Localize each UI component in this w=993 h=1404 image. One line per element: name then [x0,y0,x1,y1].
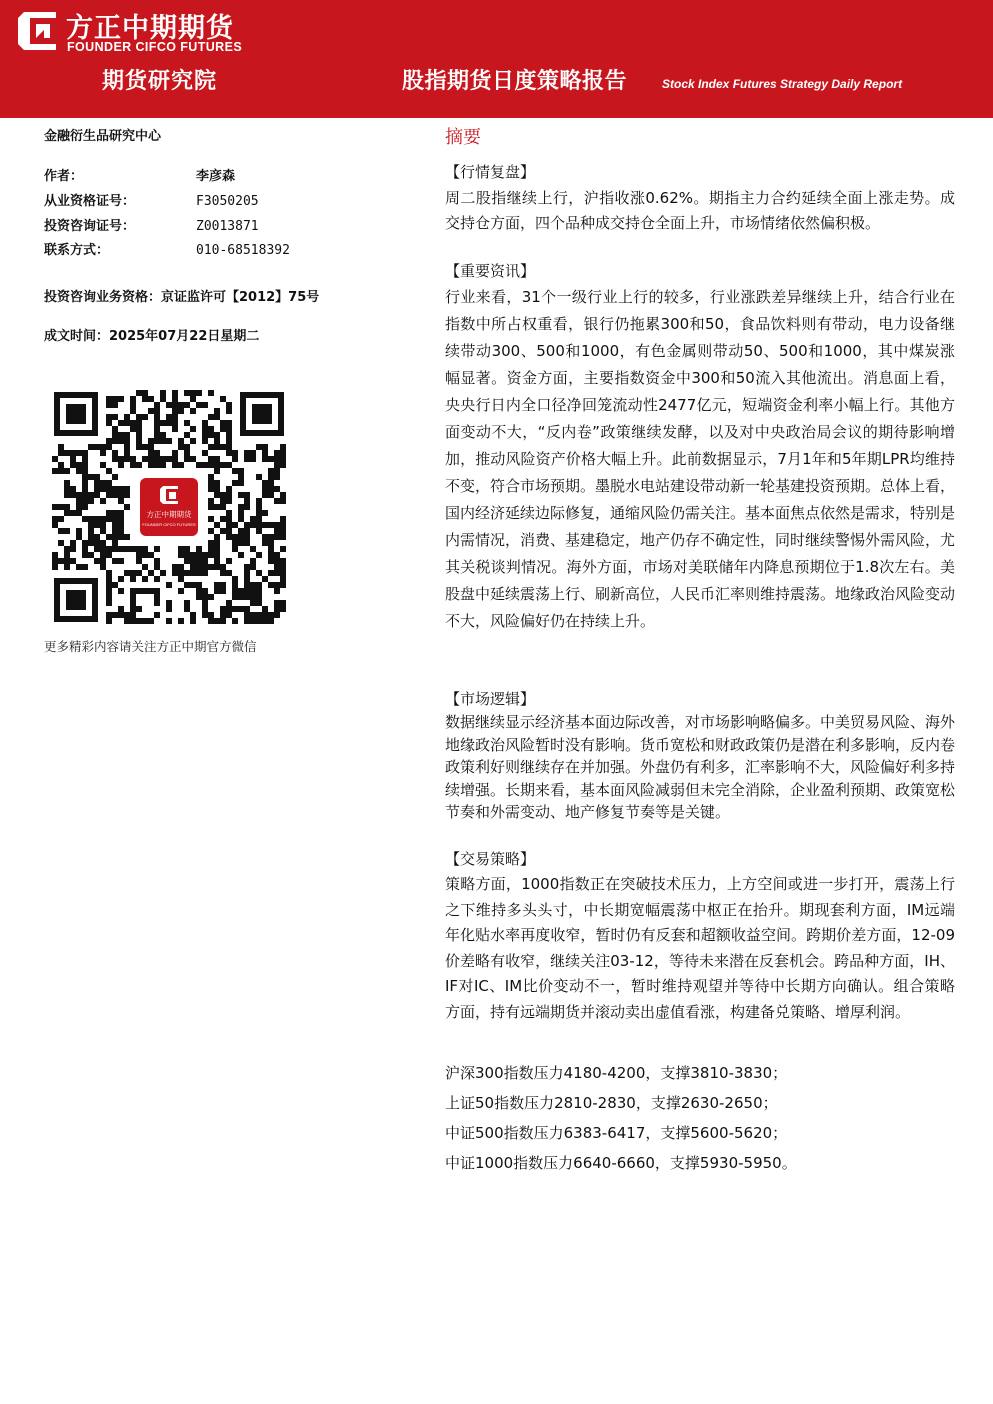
report-title: 股指期货日度策略报告 [402,69,628,94]
contact-row [44,239,290,258]
section-trading-strategy-heading: 【交易策略】 [445,850,536,868]
header-band [0,0,993,118]
section-key-news-heading: 【重要资讯】 [445,262,536,280]
section-market-review-text: 周二股指继续上行，沪指收涨0.62%。期指主力合约延续全面上涨走势。成交持仓方面，四个品种成交持仓全面上升，市场情绪依然偏积极。 [445,189,955,232]
qualification-line: 投资咨询业务资格：京证监许可【2012】75号 [44,290,320,305]
level-zz500: 中证500指数压力6383-6417，支撑5600-5620； [445,1124,788,1142]
level-hs300: 沪深300指数压力4180-4200，支撑3810-3830； [445,1064,788,1082]
report-title-english: Stock Index Futures Strategy Daily Report [662,77,903,91]
founder-logo-icon [14,10,58,52]
report-date: 成文时间：2025年07月22日星期二 [44,329,260,344]
license-label: 从业资格证号： [44,194,136,209]
license-row [44,190,259,209]
section-key-news-text: 行业来看，31个一级行业上行的较多，行业涨跌差异继续上升，结合行业在指数中所占权重看，银行仍拖累300和50，食品饮料则有带动，电力设备继续带动300、500和1000，有色金属则带动50、500和1000，其中煤炭涨幅显著。资金方面，主要指数资金中300和50流入其他流出。消息面上看，央央行日内全口径净回笼流动性2477亿元，短端资金利率小幅上行。其他方面变动不大，“反内卷”政策继续发酵，以及对中央政治局会议的期待影响增加，推动风险资产价格大幅上升。此前数据显示，7月1年和5年期LPR均维持不变，符合市场预期。墨脱水电站建设带动新一轮基建投资预期。总体上看，国内经济延续边际修复，通缩风险仍需关注。基本面焦点依然是需求，特别是内需情况，消费、基建稳定，地产仍存不确定性，同时继续警惕外需风险，尤其关税谈判情况。海外方面，市场对美联储年内降息预期位于1.8次左右。美股盘中延续震荡上行、刷新高位，人民币汇率则维持震荡。地缘政治风险变动不大，风险偏好仍在持续上升。 [445,288,956,630]
level-sz50: 上证50指数压力2810-2830，支撑2630-2650； [445,1094,778,1112]
contact-label: 联系方式： [44,243,110,258]
consult-row [44,215,259,234]
qr-caption: 更多精彩内容请关注方正中期官方微信 [44,639,257,654]
author-label: 作者： [44,169,84,184]
institute-name: 期货研究院 [102,69,218,94]
wechat-qr-code[interactable] [50,388,288,626]
consult-value: Z0013871 [196,219,259,234]
author-value: 李彦森 [196,169,236,184]
research-center-name: 金融衍生品研究中心 [44,129,162,144]
level-zz1000: 中证1000指数压力6640-6660，支撑5930-5950。 [445,1154,797,1172]
summary-heading: 摘要 [445,127,481,148]
contact-value: 010-68518392 [196,243,290,258]
section-market-review-heading: 【行情复盘】 [445,163,536,181]
logo-chinese-name: 方正中期期货 [66,13,234,44]
qr-badge-english: FOUNDER CIFCO FUTURES [142,522,196,527]
qr-badge-logo-icon [160,486,178,504]
consult-label: 投资咨询证号： [44,219,136,234]
section-trading-strategy-text: 策略方面，1000指数正在突破技术压力，上方空间或进一步打开，震荡上行之下维持多头头寸，中长期宽幅震荡中枢正在抬升。期现套利方面，IM远端年化贴水率再度收窄，暂时仍有反套和超额收益空间。跨期价差方面，12-09价差略有收窄，继续关注03-12，等待未来潜在反套机会。跨品种方面，IH、IF对IC、IM比价变动不一，暂时维持观望并等待中长期方向确认。组合策略方面，持有远端期货并滚动卖出虚值看涨，构建备兑策略、增厚利润。 [445,875,955,1021]
author-row [44,165,235,184]
section-market-logic-text: 数据继续显示经济基本面边际改善，对市场影响略偏多。中美贸易风险、海外地缘政治风险暂时没有影响。货币宽松和财政政策仍是潜在利多影响，反内卷政策利好则继续存在并加强。外盘仍有利多，汇率影响不大，风险偏好利多持续增强。长期来看，基本面风险减弱但未完全消除，企业盈利预期、政策宽松节奏和外需变动、地产修复节奏等是关键。 [445,713,956,821]
qr-badge-text: 方正中期期货 [146,510,192,519]
license-value: F3050205 [196,194,259,209]
section-market-logic-heading: 【市场逻辑】 [445,690,536,708]
logo-english-name: FOUNDER CIFCO FUTURES [67,40,243,54]
